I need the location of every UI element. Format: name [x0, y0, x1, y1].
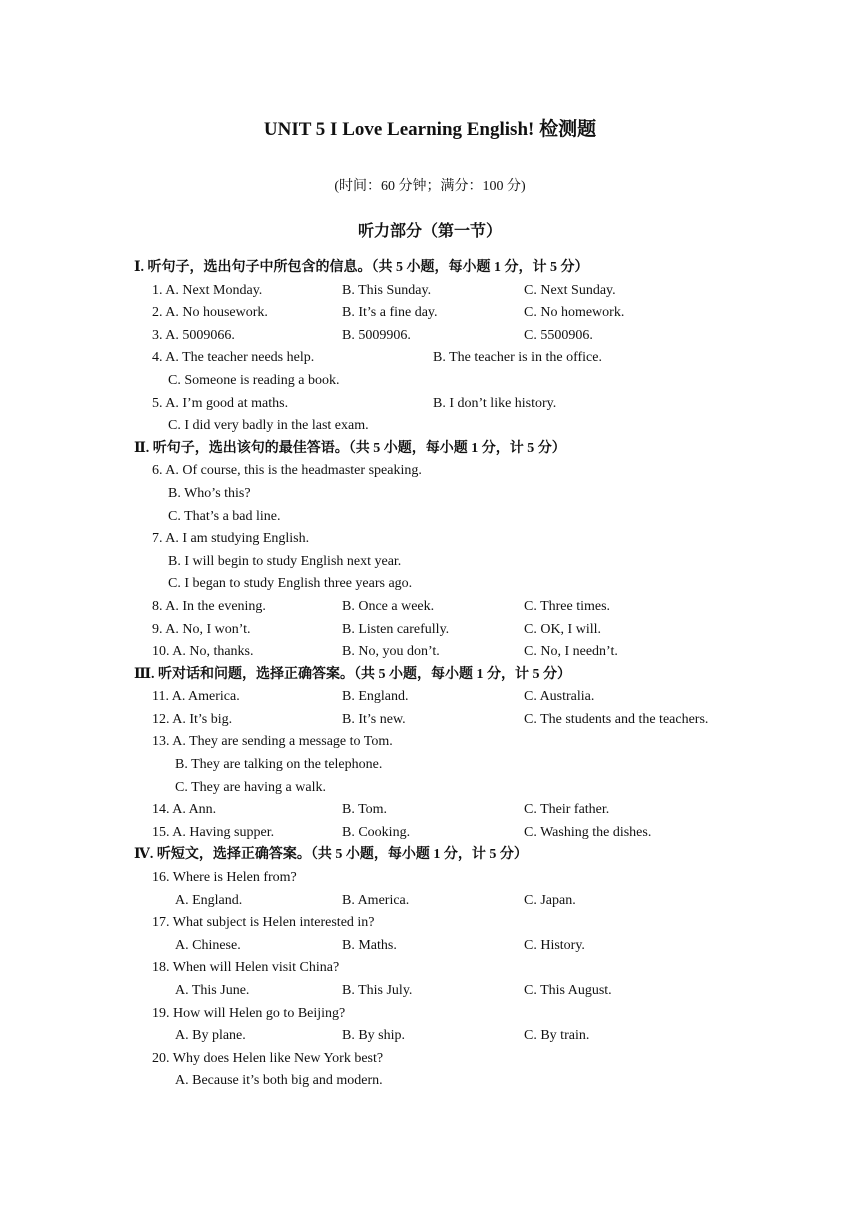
option-text: B. I don’t like history. [433, 395, 557, 411]
option-text: A. This June. [175, 983, 250, 998]
option-text: 8. A. In the evening. [152, 598, 266, 614]
option-text: B. America. [342, 892, 410, 908]
option-line: C. I began to study English three years ago. [168, 576, 413, 592]
section-heading: Ⅲ. 听对话和问题，选择正确答案。（共 5 小题，每小题 1 分，计 5 分） [134, 666, 572, 682]
option-text: B. Maths. [342, 937, 397, 953]
option-text: B. This Sunday. [342, 282, 432, 298]
option-text: C. Washing the dishes. [524, 824, 652, 840]
option-text: B. 5009906. [342, 327, 411, 343]
option-text: 12. A. It’s big. [152, 711, 233, 727]
option-row [0, 280, 860, 303]
option-row [0, 822, 860, 845]
option-text: C. History. [524, 937, 585, 953]
option-text: A. By plane. [175, 1028, 246, 1044]
option-text: B. No, you don’t. [342, 644, 440, 660]
section-heading: Ⅳ. 听短文，选择正确答案。（共 5 小题，每小题 1 分，计 5 分） [134, 847, 528, 863]
option-text: C. Their father. [524, 802, 610, 818]
option-text: C. Next Sunday. [524, 282, 616, 298]
option-text: C. No homework. [524, 305, 625, 321]
question-line: 17. What subject is Helen interested in? [152, 915, 375, 931]
option-row [0, 393, 860, 416]
section-heading: Ⅱ. 听句子，选出该句的最佳答语。（共 5 小题，每小题 1 分，计 5 分） [134, 440, 566, 456]
option-text: 5. A. I’m good at maths. [152, 395, 289, 411]
question-line: 13. A. They are sending a message to Tom. [152, 734, 393, 750]
option-row [0, 641, 860, 664]
option-row [0, 890, 860, 913]
question-line: 19. How will Helen go to Beijing? [152, 1005, 346, 1021]
option-text: 3. A. 5009066. [152, 327, 235, 343]
option-text: C. This August. [524, 983, 612, 998]
option-row [0, 596, 860, 619]
option-line: B. I will begin to study English next year. [168, 553, 402, 569]
option-text: A. Chinese. [175, 937, 241, 953]
option-text: C. 5500906. [524, 327, 593, 343]
section-heading: Ⅰ. 听句子，选出句子中所包含的信息。（共 5 小题，每小题 1 分，计 5 分） [134, 260, 589, 275]
option-text: C. By train. [524, 1028, 590, 1044]
option-text: 15. A. Having supper. [152, 824, 275, 840]
option-row [0, 935, 860, 958]
option-line: B. Who’s this? [168, 485, 251, 501]
question-line: 6. A. Of course, this is the headmaster speaking. [152, 463, 422, 479]
option-line: C. Someone is reading a book. [168, 372, 340, 388]
option-line: C. I did very badly in the last exam. [168, 418, 369, 434]
option-text: C. The students and the teachers. [524, 711, 709, 727]
question-line: 7. A. I am studying English. [152, 531, 310, 547]
option-row [0, 619, 860, 642]
exam-info: (时间：60 分钟；满分：100 分) [334, 179, 526, 194]
option-text: 10. A. No, thanks. [152, 644, 254, 660]
option-text: B. Listen carefully. [342, 621, 450, 637]
option-text: C. Japan. [524, 892, 576, 908]
option-text: 2. A. No housework. [152, 305, 268, 321]
option-row [0, 325, 860, 348]
part-title: 听力部分（第一节） [357, 223, 502, 240]
option-text: B. Once a week. [342, 598, 435, 614]
option-text: C. Australia. [524, 689, 595, 705]
option-line: A. Because it’s both big and modern. [175, 1073, 383, 1089]
option-text: B. This July. [342, 983, 413, 998]
option-text: C. OK, I will. [524, 621, 601, 637]
option-line: C. That’s a bad line. [168, 508, 281, 524]
question-line: 20. Why does Helen like New York best? [152, 1050, 384, 1066]
option-line: C. They are having a walk. [175, 779, 326, 795]
option-text: 4. A. The teacher needs help. [152, 350, 315, 366]
option-text: 1. A. Next Monday. [152, 282, 263, 298]
option-row [0, 799, 860, 822]
option-row [0, 1025, 860, 1048]
option-text: B. It’s a fine day. [342, 305, 438, 321]
option-text: B. England. [342, 689, 409, 705]
option-text: 9. A. No, I won’t. [152, 621, 251, 637]
option-text: 11. A. America. [152, 689, 240, 705]
option-text: A. England. [175, 892, 243, 908]
option-text: C. Three times. [524, 598, 611, 614]
question-line: 18. When will Helen visit China? [152, 960, 340, 976]
option-line: B. They are talking on the telephone. [175, 757, 383, 773]
option-text: 14. A. Ann. [152, 802, 217, 818]
page-title: UNIT 5 I Love Learning English! 检测题 [263, 119, 597, 140]
question-line: 16. Where is Helen from? [152, 870, 297, 886]
option-text: B. The teacher is in the office. [433, 350, 602, 366]
option-text: B. It’s new. [342, 711, 406, 727]
option-row [0, 709, 860, 732]
option-text: B. By ship. [342, 1028, 406, 1044]
option-row [0, 686, 860, 709]
option-row [0, 980, 860, 1003]
option-text: B. Cooking. [342, 824, 411, 840]
option-row [0, 347, 860, 370]
option-text: C. No, I needn’t. [524, 644, 618, 660]
option-text: B. Tom. [342, 802, 388, 818]
option-row [0, 302, 860, 325]
exam-content [0, 257, 860, 1093]
